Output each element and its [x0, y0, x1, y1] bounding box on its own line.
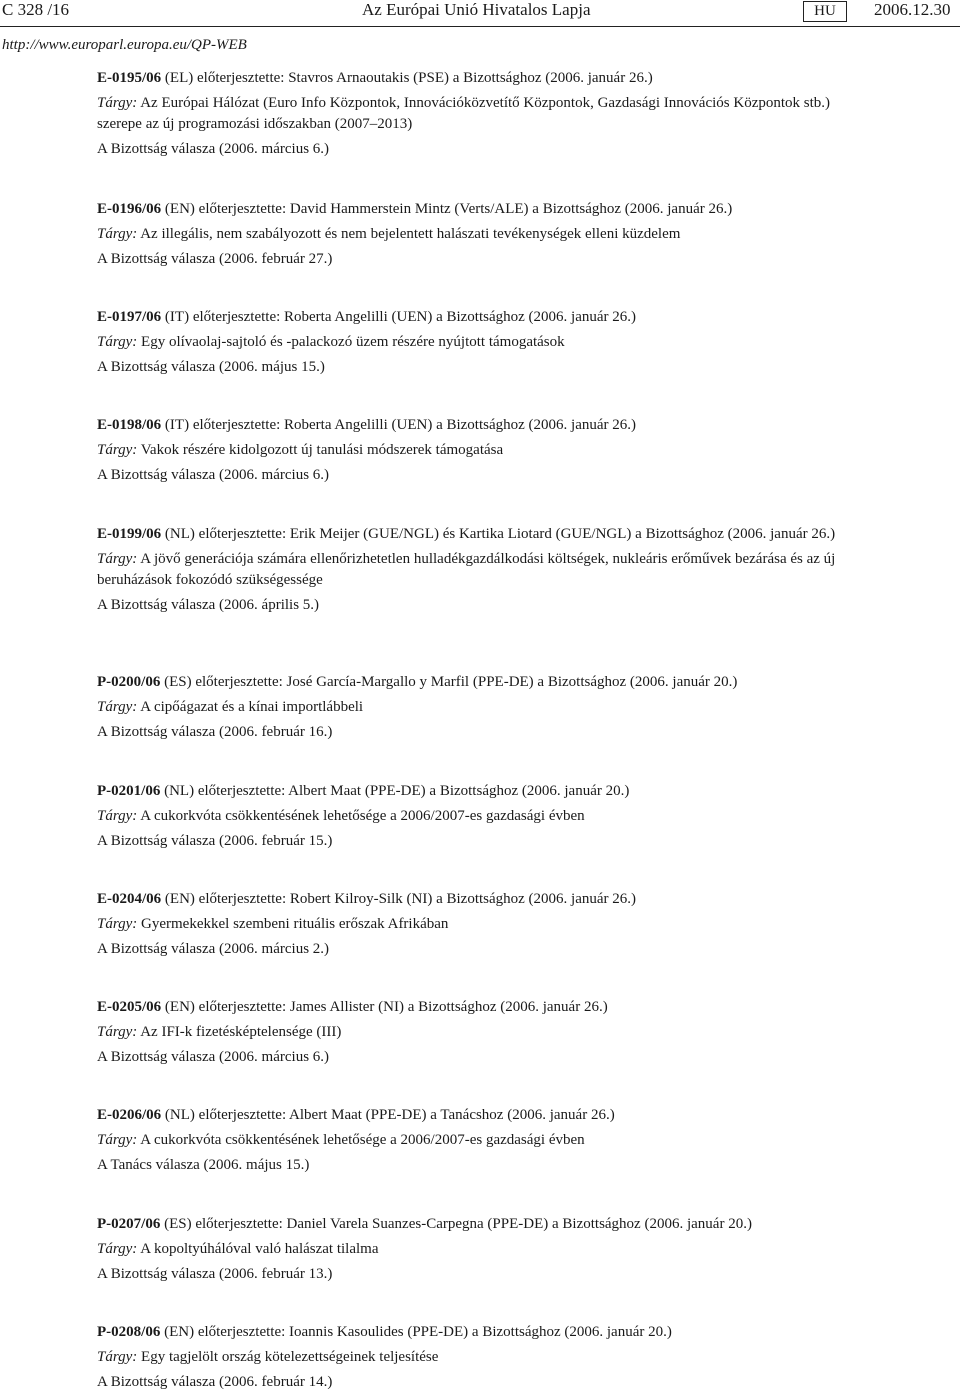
entry-heading [97, 781, 877, 802]
submitter-text: (ES) előterjesztette: José García-Margallo y Marfil (PPE-DE) a Bizottsághoz (2006. január 20.) [164, 674, 738, 690]
submitter-text: (NL) előterjesztette: Erik Meijer (GUE/NGL) és Kartika Liotard (GUE/NGL) a Bizottsághoz (2006. január 26.) [164, 526, 836, 542]
subject-text: A kopoltyúhálóval való halászat tilalma [140, 1241, 379, 1257]
entry-subject [97, 914, 877, 935]
answer-text: A Bizottság válasza (2006. március 6.) [97, 467, 330, 483]
entry-subject [97, 1022, 877, 1043]
submitter-text: (EN) előterjesztette: Ioannis Kasoulides (PPE-DE) a Bizottsághoz (2006. január 20.) [164, 1324, 672, 1340]
subject-text: Az Európai Hálózat (Euro Info Központok, Innovációközvetítő Központok, Gazdasági Innovációs Központok stb.) szerepe az új programozási időszakban (2007–2013) [97, 95, 831, 132]
entry-subject [97, 332, 877, 353]
question-code: E-0195/06 [97, 70, 162, 86]
journal-title: Az Európai Unió Hivatalos Lapja [362, 0, 591, 19]
page-reference: C 328 /16 [2, 0, 70, 19]
question-entry [97, 672, 877, 743]
question-code: E-0198/06 [97, 417, 162, 433]
entry-subject [97, 1347, 877, 1368]
entry-subject [97, 549, 877, 591]
question-entry [97, 889, 877, 960]
publication-date: 2006.12.30 [874, 0, 951, 19]
subject-label: Tárgy: [97, 1024, 138, 1040]
answer-text: A Bizottság válasza (2006. március 6.) [97, 1049, 330, 1065]
entry-heading [97, 524, 877, 545]
subject-label: Tárgy: [97, 699, 138, 715]
question-entry [97, 68, 877, 160]
question-code: P-0207/06 [97, 1216, 161, 1232]
entry-subject [97, 1239, 877, 1260]
submitter-text: (EN) előterjesztette: James Allister (NI) a Bizottsághoz (2006. január 26.) [164, 999, 608, 1015]
source-url[interactable]: http://www.europarl.europa.eu/QP-WEB [2, 37, 247, 53]
question-code: E-0199/06 [97, 526, 162, 542]
entry-heading [97, 307, 877, 328]
question-entry [97, 997, 877, 1068]
answer-text: A Bizottság válasza (2006. február 14.) [97, 1374, 333, 1390]
answer-text: A Bizottság válasza (2006. február 15.) [97, 833, 333, 849]
entry-heading [97, 415, 877, 436]
entry-subject [97, 440, 877, 461]
subject-label: Tárgy: [97, 442, 138, 458]
answer-text: A Bizottság válasza (2006. február 27.) [97, 251, 333, 267]
subject-text: Vakok részére kidolgozott új tanulási módszerek támogatása [140, 442, 504, 458]
subject-label: Tárgy: [97, 334, 138, 350]
language-badge: HU [803, 1, 847, 22]
subject-text: Egy olívaolaj-sajtoló és -palackozó üzem részére nyújtott támogatások [141, 334, 565, 350]
answer-text: A Bizottság válasza (2006. május 15.) [97, 359, 325, 375]
question-code: E-0204/06 [97, 891, 162, 907]
answer-text: A Bizottság válasza (2006. február 16.) [97, 724, 333, 740]
question-code: E-0205/06 [97, 999, 162, 1015]
subject-label: Tárgy: [97, 916, 138, 932]
question-code: P-0208/06 [97, 1324, 161, 1340]
entry-subject [97, 1130, 877, 1151]
submitter-text: (EN) előterjesztette: David Hammerstein Mintz (Verts/ALE) a Bizottsághoz (2006. január 26.) [164, 201, 733, 217]
entry-heading [97, 199, 877, 220]
answer-text: A Bizottság válasza (2006. április 5.) [97, 597, 320, 613]
subject-label: Tárgy: [97, 95, 138, 111]
subject-text: Egy tagjelölt ország kötelezettségeinek teljesítése [141, 1349, 439, 1365]
submitter-text: (NL) előterjesztette: Albert Maat (PPE-DE) a Tanácshoz (2006. január 26.) [164, 1107, 615, 1123]
question-entry [97, 415, 877, 486]
submitter-text: (EL) előterjesztette: Stavros Arnaoutakis (PSE) a Bizottsághoz (2006. január 26.) [164, 70, 653, 86]
subject-label: Tárgy: [97, 551, 138, 567]
answer-text: A Bizottság válasza (2006. február 13.) [97, 1266, 333, 1282]
entry-heading [97, 1105, 877, 1126]
question-code: E-0196/06 [97, 201, 162, 217]
question-code: E-0206/06 [97, 1107, 162, 1123]
submitter-text: (EN) előterjesztette: Robert Kilroy-Silk (NI) a Bizottsághoz (2006. január 26.) [164, 891, 637, 907]
subject-label: Tárgy: [97, 226, 138, 242]
submitter-text: (IT) előterjesztette: Roberta Angelilli (UEN) a Bizottsághoz (2006. január 26.) [164, 309, 637, 325]
subject-label: Tárgy: [97, 808, 138, 824]
page-header [0, 0, 960, 26]
submitter-text: (IT) előterjesztette: Roberta Angelilli (UEN) a Bizottsághoz (2006. január 26.) [164, 417, 637, 433]
question-entry [97, 307, 877, 378]
answer-text: A Tanács válasza (2006. május 15.) [97, 1157, 310, 1173]
subject-text: A cukorkvóta csökkentésének lehetősége a 2006/2007-es gazdasági évben [140, 1132, 585, 1148]
submitter-text: (ES) előterjesztette: Daniel Varela Suanzes-Carpegna (PPE-DE) a Bizottsághoz (2006. január 20.) [164, 1216, 752, 1232]
subject-text: Az IFI-k fizetésképtelensége (III) [140, 1024, 342, 1040]
entry-subject [97, 93, 877, 135]
subject-text: A jövő generációja számára ellenőrizhetetlen hulladékgazdálkodási költségek, nukleáris erőművek bezárása és az új beruházások fokozódó szükségessége [97, 551, 836, 588]
entry-heading [97, 672, 877, 693]
entry-heading [97, 1322, 877, 1343]
subject-text: Az illegális, nem szabályozott és nem bejelentett halászati tevékenységek elleni küzdelem [140, 226, 681, 242]
question-entry [97, 1322, 877, 1393]
entry-heading [97, 889, 877, 910]
entry-heading [97, 68, 877, 89]
entry-subject [97, 697, 877, 718]
submitter-text: (NL) előterjesztette: Albert Maat (PPE-DE) a Bizottsághoz (2006. január 20.) [164, 783, 630, 799]
question-code: E-0197/06 [97, 309, 162, 325]
entry-heading [97, 997, 877, 1018]
subject-label: Tárgy: [97, 1132, 138, 1148]
entry-subject [97, 224, 877, 245]
subject-label: Tárgy: [97, 1349, 138, 1365]
question-code: P-0201/06 [97, 783, 161, 799]
question-entry [97, 781, 877, 852]
header-rule [0, 26, 960, 27]
subject-text: A cipőágazat és a kínai importlábbeli [140, 699, 364, 715]
answer-text: A Bizottság válasza (2006. március 6.) [97, 141, 330, 157]
question-entry [97, 1105, 877, 1176]
subject-label: Tárgy: [97, 1241, 138, 1257]
question-entry [97, 199, 877, 270]
subject-text: Gyermekekkel szembeni rituális erőszak Afrikában [141, 916, 449, 932]
answer-text: A Bizottság válasza (2006. március 2.) [97, 941, 330, 957]
question-code: P-0200/06 [97, 674, 161, 690]
subject-text: A cukorkvóta csökkentésének lehetősége a 2006/2007-es gazdasági évben [140, 808, 585, 824]
question-entry [97, 1214, 877, 1285]
entry-heading [97, 1214, 877, 1235]
entry-subject [97, 806, 877, 827]
question-entry [97, 524, 877, 616]
